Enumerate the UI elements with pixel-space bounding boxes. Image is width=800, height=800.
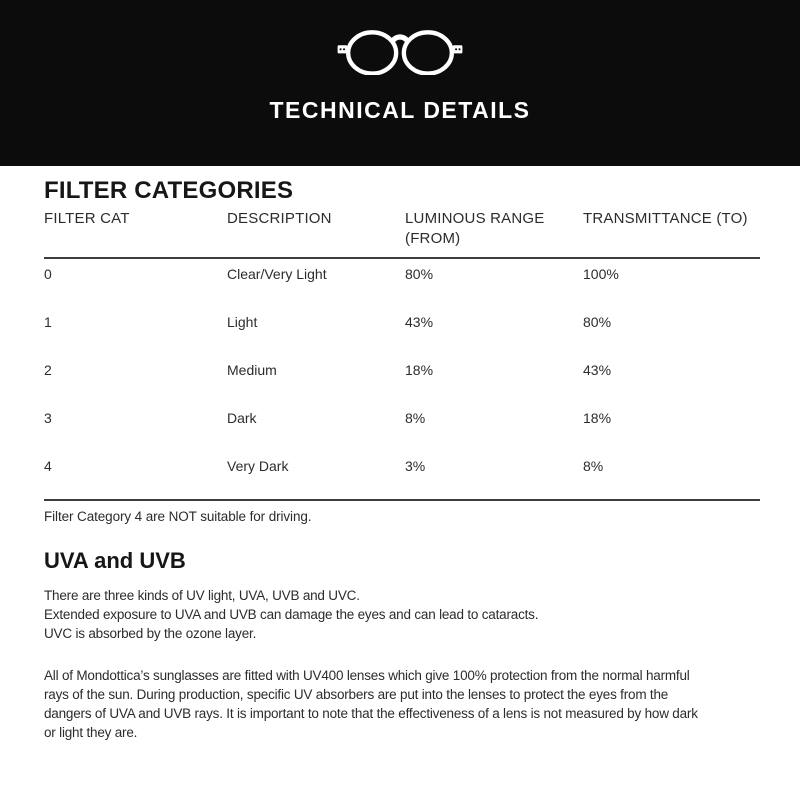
column-header-transmittance: TRANSMITTANCE (TO) [583,210,748,227]
table-row [44,307,760,355]
cell-filter-cat: 3 [44,410,52,426]
cell-luminous-from: 8% [405,410,426,426]
cell-filter-cat: 1 [44,314,52,330]
table-row [44,451,760,499]
cell-transmittance-to: 18% [583,410,612,426]
cell-description: Very Dark [227,458,289,474]
cell-description: Clear/Very Light [227,266,327,282]
table-header-row [44,209,760,257]
section-title: TECHNICAL DETAILS [269,97,531,123]
paragraph-line: rays of the sun. During production, specific UV absorbers are put into the lenses to protect the eyes from the [44,687,669,702]
filter-categories-heading: FILTER CATEGORIES [44,177,294,204]
cell-luminous-from: 3% [405,458,426,474]
table-bottom-rule [44,499,760,501]
cell-filter-cat: 2 [44,362,52,378]
cell-filter-cat: 0 [44,266,52,282]
column-header-filter-cat: FILTER CAT [44,210,130,227]
column-header-description: DESCRIPTION [227,210,332,227]
filter-categories-table [44,259,760,499]
cell-filter-cat: 4 [44,458,52,474]
paragraph-line: dangers of UVA and UVB rays. It is important to note that the effectiveness of a lens is not measured by how dark [44,706,698,721]
cell-luminous-from: 18% [405,362,434,378]
driving-note: Filter Category 4 are NOT suitable for driving. [44,509,312,524]
table-row [44,259,760,307]
table-row [44,403,760,451]
cell-transmittance-to: 100% [583,266,619,282]
uva-uvb-heading: UVA and UVB [44,548,186,573]
cell-transmittance-to: 80% [583,314,612,330]
technical-details-header [0,0,800,166]
uv-intro-paragraph [44,586,760,643]
column-header-luminous-range: LUMINOUS RANGE (FROM) [405,210,545,247]
paragraph-line: Extended exposure to UVA and UVB can damage the eyes and can lead to cataracts. [44,607,539,622]
table-row [44,355,760,403]
cell-description: Dark [227,410,257,426]
cell-transmittance-to: 8% [583,458,604,474]
cell-luminous-from: 43% [405,314,434,330]
paragraph-line: UVC is absorbed by the ozone layer. [44,626,257,641]
paragraph-line: or light they are. [44,725,138,740]
cell-luminous-from: 80% [405,266,434,282]
paragraph-line: All of Mondottica’s sunglasses are fitted with UV400 lenses which give 100% protection from the normal harmful [44,668,690,683]
paragraph-line: There are three kinds of UV light, UVA, UVB and UVC. [44,588,360,603]
cell-transmittance-to: 43% [583,362,612,378]
cell-description: Medium [227,362,277,378]
glasses-icon [335,27,465,75]
uv400-paragraph [44,666,760,742]
cell-description: Light [227,314,258,330]
content [0,178,800,742]
